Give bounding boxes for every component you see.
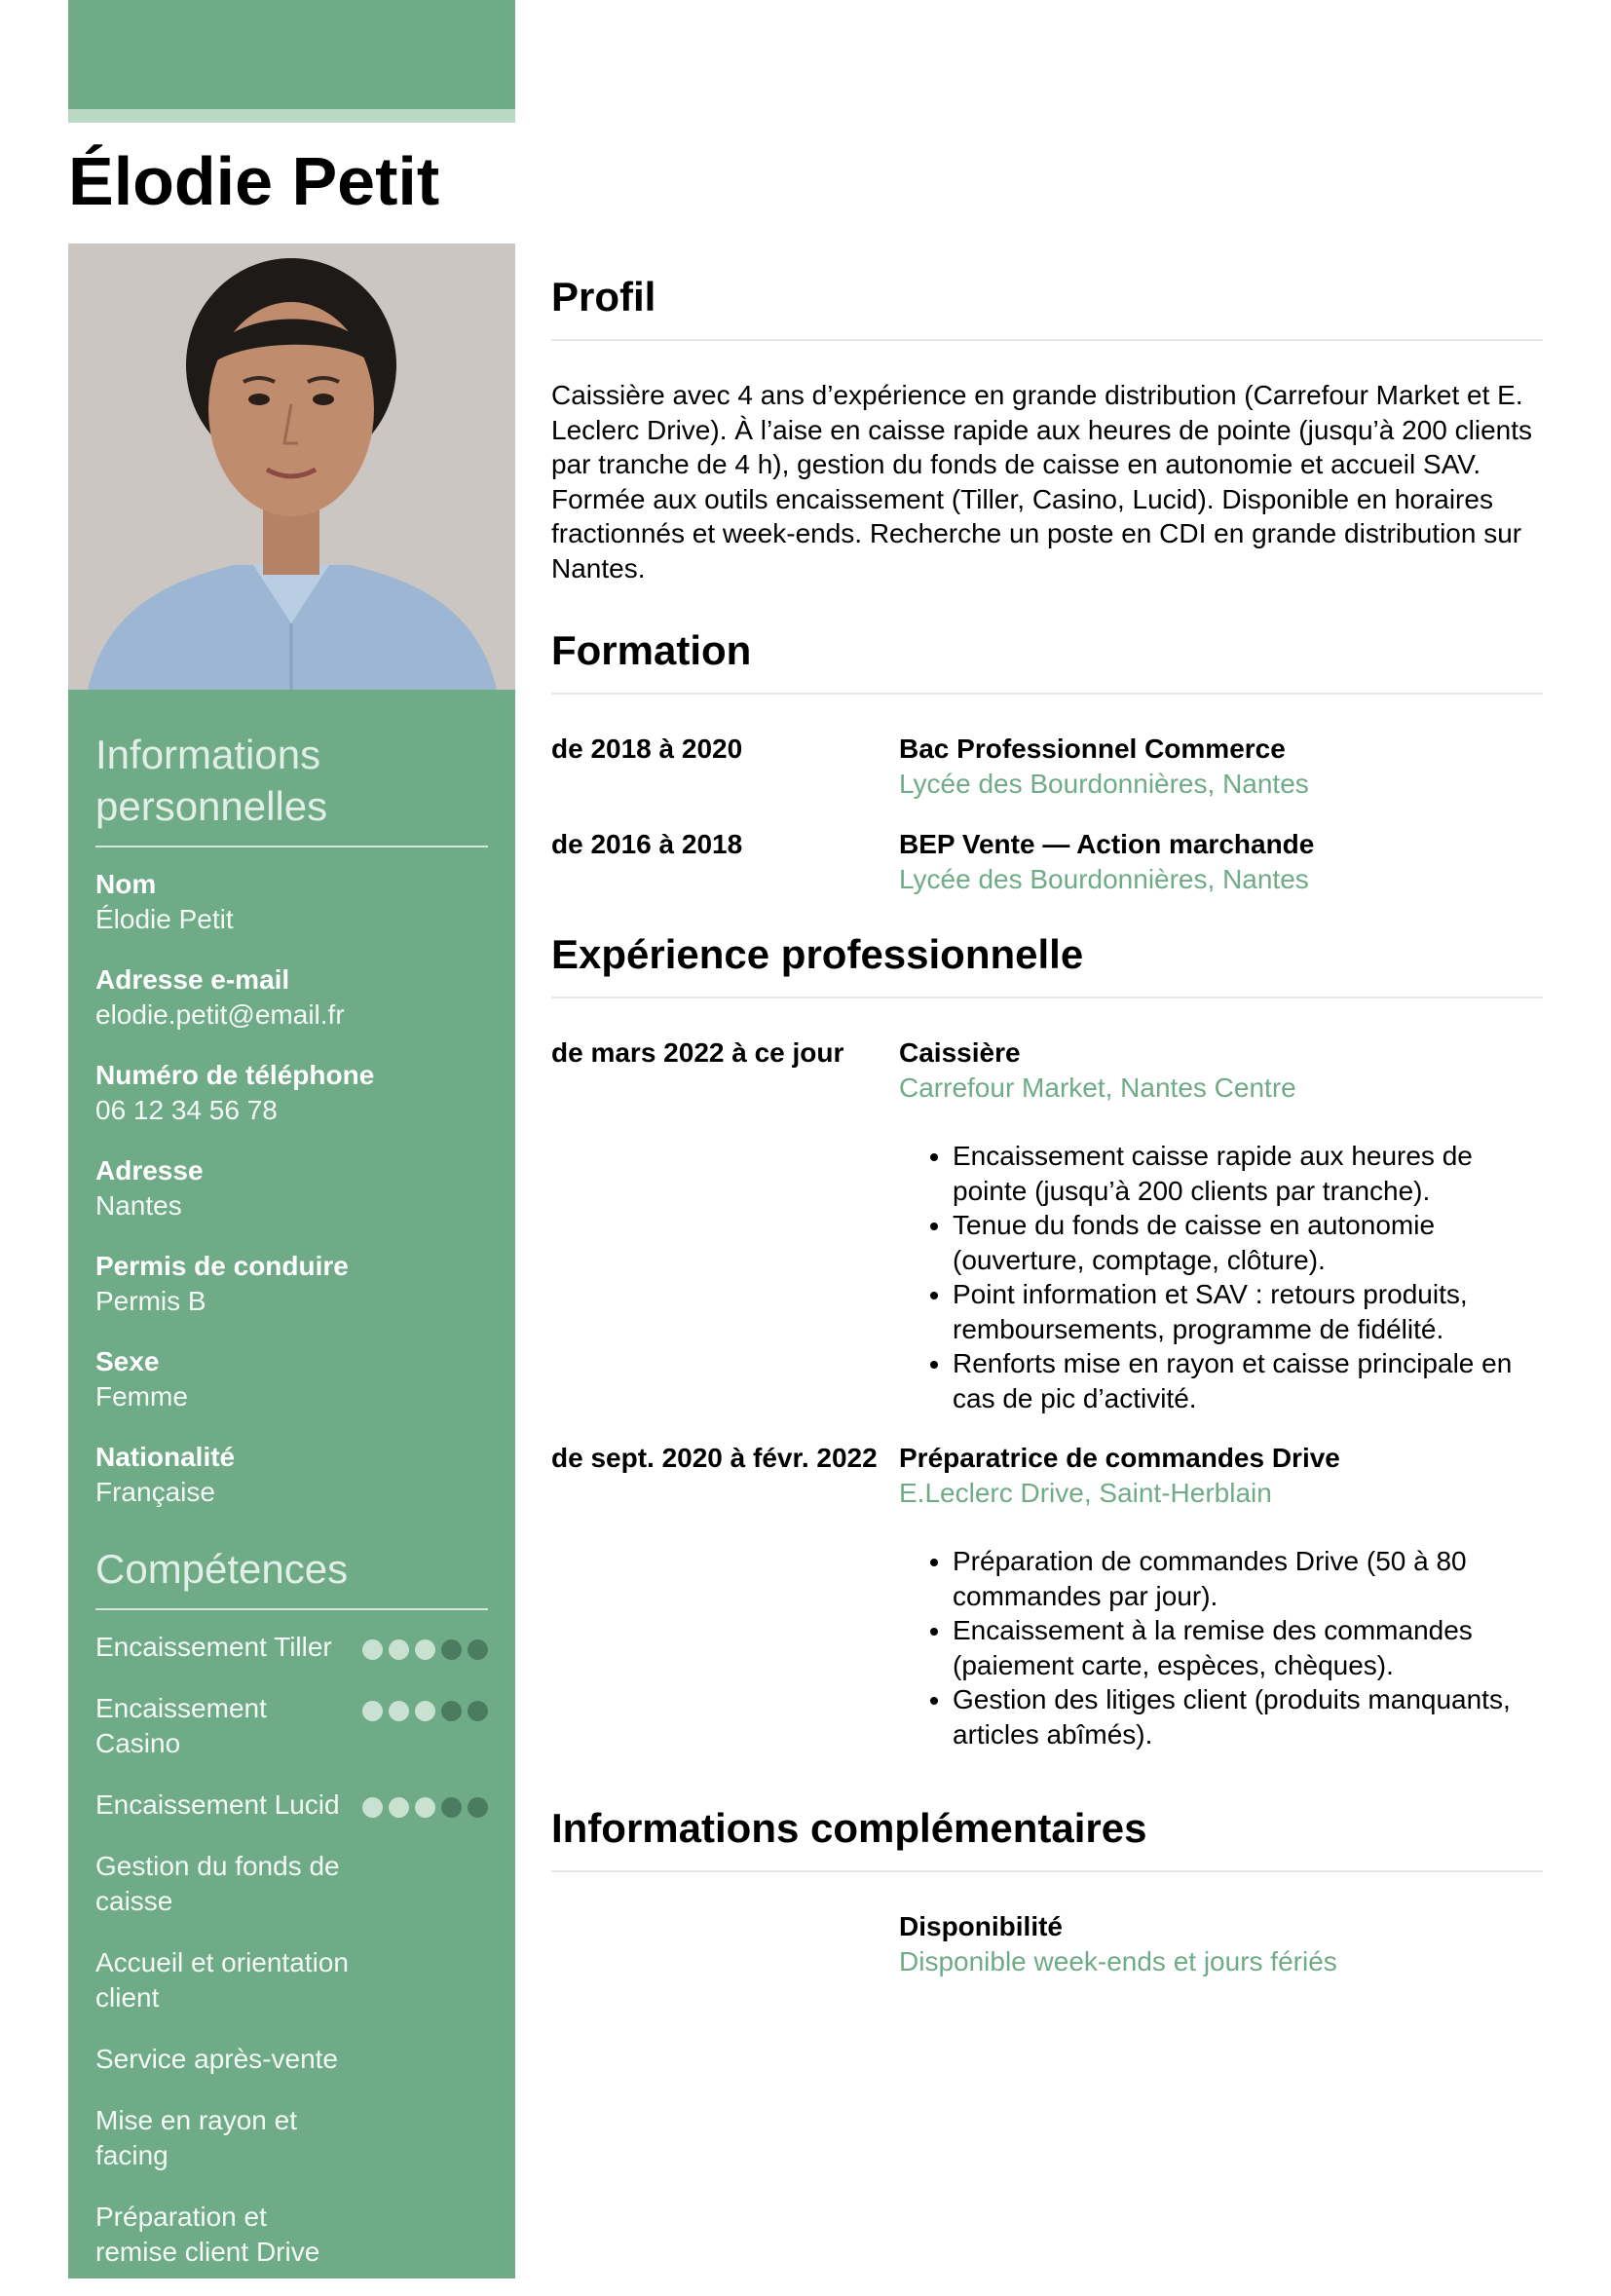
divider	[95, 1608, 488, 1610]
rating-dot-empty	[441, 1639, 462, 1660]
entry-title: Caissière	[899, 1037, 1021, 1068]
divider	[551, 1870, 1543, 1872]
info-label: Nationalité	[95, 1442, 236, 1472]
task-item: • Encaissement caisse rapide aux heures de pointe (jusqu’à 200 clients par tranche).	[953, 1139, 1543, 1208]
personal-info-item	[95, 867, 488, 937]
personal-info-list	[95, 867, 488, 1510]
task-item: • Gestion des litiges client (produits manquants, articles abîmés).	[953, 1682, 1543, 1751]
skill-name: Mise en rayon et facing	[95, 2105, 297, 2170]
entry-date: de mars 2022 à ce jour	[551, 1037, 844, 1068]
info-value: Nantes	[95, 1190, 182, 1221]
additional-heading: Informations complémentaires	[551, 1805, 1147, 1851]
entry-place: Lycée des Bourdonnières, Nantes	[899, 864, 1309, 894]
personal-info-item	[95, 1249, 488, 1319]
entry-place: Carrefour Market, Nantes Centre	[899, 1073, 1296, 1103]
personal-info-item	[95, 962, 488, 1033]
task-item: • Point information et SAV : retours produits, remboursements, programme de fidélité.	[953, 1277, 1543, 1346]
profile-heading: Profil	[551, 274, 656, 320]
rating-dot-empty	[468, 1797, 488, 1818]
entry-title: Préparatrice de commandes Drive	[899, 1443, 1340, 1473]
skill-name: Encaissement Tiller	[95, 1632, 332, 1662]
profile-section	[551, 273, 1543, 585]
rating-dot-empty	[468, 1701, 488, 1721]
rating-dot-filled	[415, 1639, 435, 1660]
skill-item	[95, 1788, 488, 1823]
skill-name: Service après-vente	[95, 2044, 339, 2074]
skill-name: Accueil et orientation client	[95, 1947, 349, 2013]
skill-item	[95, 1630, 488, 1665]
skill-item	[95, 1849, 488, 1919]
info-label: Nom	[95, 869, 157, 899]
education-list	[551, 732, 1543, 897]
task-item: • Renforts mise en rayon et caisse principale en cas de pic d’activité.	[953, 1346, 1543, 1415]
task-list	[899, 1139, 1543, 1415]
info-value: 06 12 34 56 78	[95, 1095, 278, 1125]
sidebar-header-stripe	[68, 109, 515, 123]
skill-name: Préparation et remise client Drive	[95, 2202, 320, 2267]
entry-date: de sept. 2020 à févr. 2022	[551, 1443, 878, 1473]
experience-entry	[551, 1441, 1543, 1771]
rating-dot-filled	[362, 1797, 383, 1818]
rating-dot-filled	[389, 1639, 409, 1660]
rating-dot-empty	[468, 1639, 488, 1660]
info-label: Permis de conduire	[95, 1251, 349, 1281]
divider	[551, 997, 1543, 998]
entry-title: Bac Professionnel Commerce	[899, 734, 1286, 764]
additional-list	[551, 1909, 1543, 1979]
personal-info-item	[95, 1153, 488, 1223]
additional-entry	[551, 1909, 1543, 1979]
entry-body	[899, 1035, 1543, 1435]
skills-list	[95, 1630, 488, 2270]
education-entry	[551, 732, 1543, 802]
info-label: Adresse	[95, 1155, 204, 1186]
skill-name: Gestion du fonds de caisse	[95, 1851, 340, 1916]
rating-dot-empty	[441, 1701, 462, 1721]
entry-date-empty	[551, 1909, 899, 1979]
entry-body	[899, 1441, 1543, 1771]
task-item: • Encaissement à la remise des commandes (paiement carte, espèces, chèques).	[953, 1613, 1543, 1682]
entry-body	[899, 827, 1543, 897]
task-item: • Préparation de commandes Drive (50 à 80 commandes par jour).	[953, 1544, 1543, 1613]
entry-date: de 2016 à 2018	[551, 829, 743, 859]
info-value: elodie.petit@email.fr	[95, 999, 345, 1030]
experience-list	[551, 1035, 1543, 1771]
info-value: Permis B	[95, 1286, 206, 1316]
education-section	[551, 626, 1543, 897]
personal-info-item	[95, 1440, 488, 1510]
skill-item	[95, 1691, 488, 1761]
task-list	[899, 1544, 1543, 1751]
entry-place: Lycée des Bourdonnières, Nantes	[899, 769, 1309, 799]
personal-info-heading: Informations personnelles	[95, 732, 328, 829]
additional-section	[551, 1804, 1543, 1979]
entry-place: E.Leclerc Drive, Saint-Herblain	[899, 1478, 1272, 1508]
experience-heading: Expérience professionnelle	[551, 931, 1084, 977]
rating-dot-filled	[389, 1701, 409, 1721]
skill-name: Encaissement Casino	[95, 1693, 267, 1758]
info-label: Numéro de téléphone	[95, 1060, 375, 1090]
entry-body	[899, 1909, 1543, 1979]
skill-item	[95, 2103, 488, 2173]
experience-entry	[551, 1035, 1543, 1435]
education-entry	[551, 827, 1543, 897]
info-label: Adresse e-mail	[95, 964, 290, 995]
experience-section	[551, 930, 1543, 1771]
entry-date: de 2018 à 2020	[551, 734, 743, 764]
candidate-name: Élodie Petit	[68, 143, 440, 219]
divider	[95, 846, 488, 847]
skill-name: Encaissement Lucid	[95, 1789, 340, 1820]
portrait-illustration	[68, 244, 515, 690]
skill-item	[95, 2200, 488, 2270]
entry-body	[899, 732, 1543, 802]
entry-title: Disponibilité	[899, 1911, 1063, 1941]
skills-heading: Compétences	[95, 1546, 349, 1592]
personal-info-item	[95, 1058, 488, 1128]
skill-rating	[362, 1797, 488, 1818]
rating-dot-empty	[441, 1797, 462, 1818]
rating-dot-filled	[415, 1797, 435, 1818]
skill-rating	[362, 1701, 488, 1721]
info-value: Française	[95, 1477, 215, 1507]
rating-dot-filled	[362, 1639, 383, 1660]
rating-dot-filled	[389, 1797, 409, 1818]
task-item: • Tenue du fonds de caisse en autonomie (ouverture, comptage, clôture).	[953, 1208, 1543, 1277]
info-value: Élodie Petit	[95, 904, 234, 934]
sidebar	[68, 690, 515, 2278]
portrait-photo	[68, 244, 515, 690]
rating-dot-filled	[362, 1701, 383, 1721]
skill-rating	[362, 1639, 488, 1660]
skill-item	[95, 2042, 488, 2077]
education-heading: Formation	[551, 627, 752, 673]
profile-text: Caissière avec 4 ans d’expérience en grande distribution (Carrefour Market et E. Leclerc Drive). À l’aise en caisse rapide aux heures de pointe (jusqu’à 200 clients par tranche de 4 h), gestion du fonds de caisse en autonomie et accueil SAV. Formée aux outils encaissement (Tiller, Casino, Lucid). Disponible en horaires fractionnés et week-ends. Recherche un poste en CDI en grande distribution sur Nantes.	[551, 380, 1532, 583]
info-label: Sexe	[95, 1346, 160, 1376]
main-content	[551, 273, 1543, 2013]
sidebar-header-band	[68, 0, 515, 109]
personal-info-item	[95, 1344, 488, 1414]
rating-dot-filled	[415, 1701, 435, 1721]
divider	[551, 339, 1543, 341]
skill-item	[95, 1945, 488, 2015]
divider	[551, 693, 1543, 695]
entry-title: BEP Vente — Action marchande	[899, 829, 1315, 859]
sidebar-content	[95, 729, 488, 2296]
entry-value: Disponible week-ends et jours fériés	[899, 1946, 1337, 1976]
info-value: Femme	[95, 1381, 188, 1411]
